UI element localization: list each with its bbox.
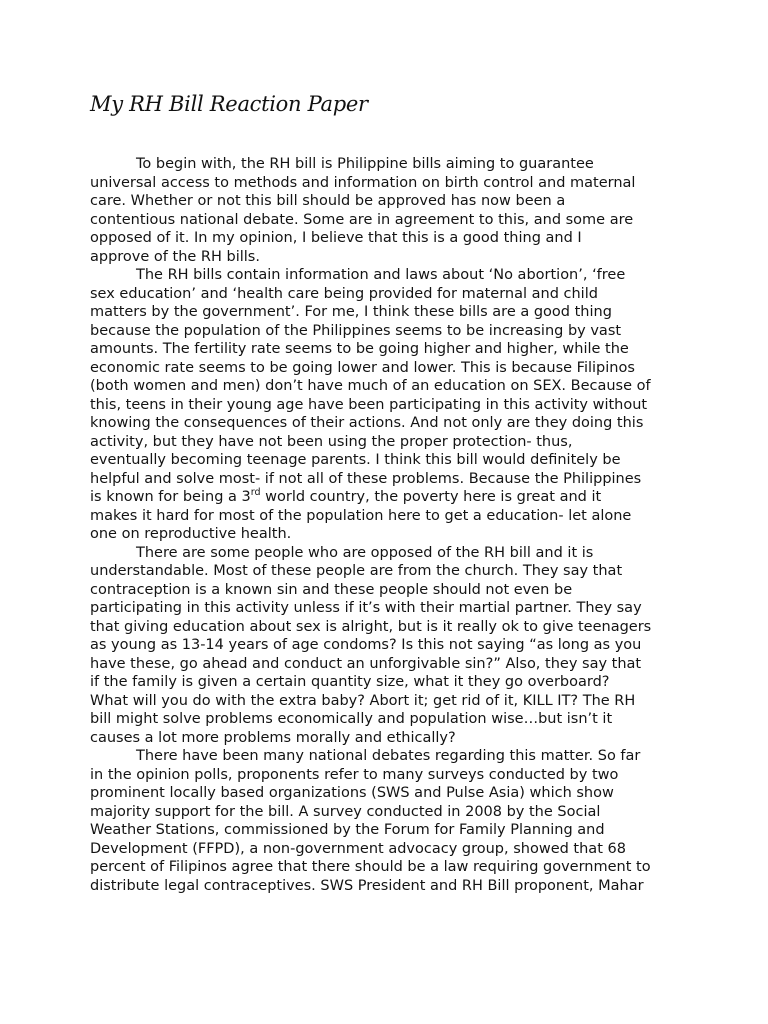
text-line: makes it hard for most of the population here to get a education- let alone: [90, 507, 632, 524]
text-line: that giving education about sex is alright, but is it really ok to give teenagers: [90, 618, 652, 635]
text-line: What will you do with the extra baby? Abort it; get rid of it, KILL IT? The RH: [90, 692, 636, 709]
text-line: universal access to methods and information on birth control and maternal: [90, 174, 636, 191]
paragraph-3: [90, 544, 690, 748]
text-line: percent of Filipinos agree that there should be a law requiring government to: [90, 859, 651, 875]
text-line: care. Whether or not this bill should be approved has now been a: [90, 193, 566, 209]
text-line: activity, but they have not been using the proper protection- thus,: [90, 433, 573, 450]
document-title: My RH Bill Reaction Paper: [90, 92, 368, 116]
text-line: contentious national debate. Some are in agreement to this, and some are: [90, 211, 634, 228]
paragraph-2: [90, 266, 690, 544]
text-line-with-superscript: [90, 488, 690, 507]
paragraph-1: [90, 155, 690, 266]
text-line: in the opinion polls, proponents refer to many surveys conducted by two: [90, 766, 619, 783]
text-line: participating in this activity unless if it’s with their martial partner. They say: [90, 600, 642, 616]
text-line: majority support for the bill. A survey conducted in 2008 by the Social: [90, 803, 601, 820]
text-line: amounts. The fertility rate seems to be going higher and higher, while the: [90, 341, 629, 357]
text-line: There have been many national debates regarding this matter. So far: [136, 748, 641, 764]
text-line: knowing the consequences of their actions. And not only are they doing this: [90, 415, 644, 431]
text-line: contraception is a known sin and these people should not even be: [90, 581, 573, 598]
text-line: Weather Stations, commissioned by the Forum for Family Planning and: [90, 822, 605, 838]
text-line: approve of the RH bills.: [90, 248, 260, 265]
text-line: because the population of the Philippines seems to be increasing by vast: [90, 322, 622, 339]
text-line: one on reproductive health.: [90, 526, 292, 542]
text-line: (both women and men) don’t have much of an education on SEX. Because of: [90, 378, 651, 394]
text-line: Development (FFPD), a non-government advocacy group, showed that 68: [90, 840, 626, 857]
text-line: opposed of it. In my opinion, I believe that this is a good thing and I: [90, 230, 582, 246]
text-line: eventually becoming teenage parents. I think this bill would definitely be: [90, 452, 621, 468]
text-line: have these, go ahead and conduct an unforgivable sin?” Also, they say that: [90, 655, 642, 672]
text-line: bill might solve problems economically and population wise…but isn’t it: [90, 711, 613, 727]
text-line: The RH bills contain information and laws about ‘No abortion’, ‘free: [136, 267, 626, 283]
text-line: understandable. Most of these people are from the church. They say that: [90, 563, 623, 579]
text-segment: world country, the poverty here is great and it: [260, 489, 602, 505]
text-line: as young as 13-14 years of age condoms? Is this not saying “as long as you: [90, 637, 642, 653]
text-line: matters by the government’. For me, I think these bills are a good thing: [90, 304, 612, 320]
text-line: economic rate seems to be going lower and lower. This is because Filipinos: [90, 359, 635, 376]
text-line: this, teens in their young age have been participating in this activity without: [90, 396, 648, 413]
text-line: helpful and solve most- if not all of these problems. Because the Philippines: [90, 470, 642, 487]
text-line: prominent locally based organizations (SWS and Pulse Asia) which show: [90, 785, 614, 801]
text-line: To begin with, the RH bill is Philippine bills aiming to guarantee: [136, 156, 594, 172]
ordinal-superscript: rd: [250, 487, 261, 498]
document-body: [90, 155, 690, 895]
text-line: There are some people who are opposed of the RH bill and it is: [136, 544, 594, 561]
text-line: sex education’ and ‘health care being provided for maternal and child: [90, 285, 598, 302]
text-segment: is known for being a 3: [90, 489, 251, 505]
text-line: causes a lot more problems morally and ethically?: [90, 729, 456, 746]
paragraph-4: [90, 747, 690, 895]
text-line: distribute legal contraceptives. SWS President and RH Bill proponent, Mahar: [90, 877, 644, 894]
text-line: if the family is given a certain quantity size, what it they go overboard?: [90, 674, 610, 690]
